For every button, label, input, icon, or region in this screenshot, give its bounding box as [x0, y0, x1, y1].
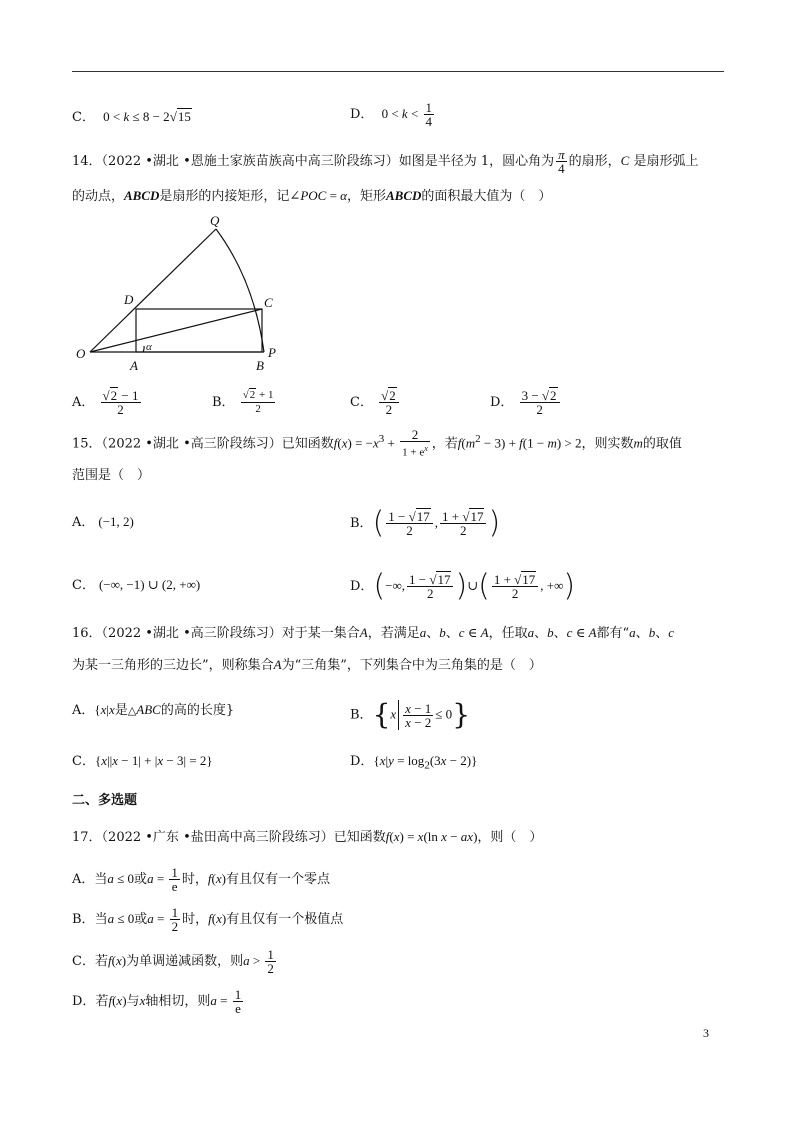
label-O: O — [76, 346, 86, 361]
q14-option-c: C． $\frac{√2}{2}$ — [350, 389, 401, 416]
q15-line1: 15．（2022 •湖北 •高三阶段练习）已知函数$f(x) = -x^3$ + $\frac{2}{1 + e^x}$ ，若$f(m^2 - 3) + f(1 - m) > 2$，则实数m的取值 — [72, 427, 682, 459]
q14-line1: 14．（2022 •湖北 •恩施土家族苗族高中高三阶段练习）如图是半径为 1，圆心角为 $\frac{\pi}{4}$ 的扇形，C 是扇形弧上 — [72, 147, 699, 176]
q16-option-d: D．$\{x|y = \log_2(3x - 2)\}$ — [350, 753, 478, 772]
question-source: （2022 •湖北 •恩施土家族苗族高中高三阶段练习） — [101, 154, 399, 169]
q17-line1: 17．（2022 •广东 •盐田高中高三阶段练习）已知函数f(x) = x(ln x − ax)，则（ ） — [72, 829, 543, 845]
q15-option-a: A． (−1, 2) — [72, 514, 134, 530]
label-C: C — [264, 295, 273, 310]
q14-option-d: D． $\frac{3 - √2}{2}$ — [490, 389, 562, 416]
question-number: 15． — [72, 436, 102, 452]
question-source: （2022 •广东 •盐田高中高三阶段练习） — [101, 830, 334, 845]
q15-line2: 范围是（ ） — [72, 468, 151, 483]
question-number: 16． — [72, 626, 102, 641]
q16-option-a: A．{x|x是△ABC的高的长度} — [72, 702, 235, 718]
q13-option-d: D． 0 < k < $\frac{1}{4}$ — [350, 100, 433, 129]
segment-OC — [90, 309, 262, 352]
q14-line2: 的动点，ABCD是扇形的内接矩形，记∠POC = α，矩形ABCD的面积最大值为（ ） — [72, 188, 552, 204]
angle-alpha-arc — [143, 346, 144, 352]
label-A: A — [130, 358, 138, 373]
q15-option-c: C． (−∞, −1) ∪ (2, +∞) — [72, 577, 201, 593]
q16-option-c: C．{x||x − 1| + |x − 3| = 2} — [72, 753, 213, 769]
label-Q: Q — [210, 213, 220, 228]
question-source: （2022 •湖北 •高三阶段练习） — [101, 626, 282, 641]
page-number: 3 — [703, 1026, 709, 1040]
q17-option-a: A．当a ≤ 0或a = $\frac{1}{e}$ 时，f(x)有且仅有一个零点 — [72, 865, 331, 894]
label-P: P — [268, 345, 276, 360]
label-D: D — [124, 292, 134, 307]
q14-option-b: B． $\frac{√2 + 1}{2}$ — [212, 389, 274, 415]
header-rule — [72, 71, 724, 72]
q17-option-c: C．若f(x)为单调递减函数，则a > $\frac{1}{2}$ — [72, 947, 274, 976]
radius-OQ — [90, 229, 216, 352]
q15-option-b: B．( $\frac{1 - √17}{2}$ , $\frac{1 + √17}{2}$ ) — [350, 505, 501, 541]
sector-figure — [70, 212, 300, 374]
q13-option-c: C． 0 < k ≤ 8 − 2√15 — [72, 109, 191, 125]
label-alpha: α — [146, 341, 152, 353]
question-number: 17． — [72, 830, 102, 845]
q16-option-b: B．{x $\frac{x - 1}{x - 2}$ ≤ 0} — [350, 698, 471, 731]
question-source: （2022 •湖北 •高三阶段练习） — [101, 436, 282, 452]
q14-option-a: A． $\frac{√2 - 1}{2}$ — [72, 388, 139, 417]
section-title: 二、多选题 — [72, 793, 138, 808]
q16-line2: 为某一三角形的三边长”，则称集合A为“三角集”，下列集合中为三角集的是（ ） — [72, 657, 542, 673]
q15-option-d: D．(−∞, $\frac{1 - √17}{2}$ )∪( $\frac{1 + √17}{2}$ , +∞) — [350, 568, 576, 604]
q16-line1: 16．（2022 •湖北 •高三阶段练习）对于某一集合A，若满足a、b、c ∈ A，任取a、b、c ∈ A都有“a、b、c — [72, 625, 674, 641]
q17-option-d: D．若f(x)与x轴相切，则a = $\frac{1}{e}$ — [72, 987, 242, 1016]
q17-option-b: B．当a ≤ 0或a = $\frac{1}{2}$ 时，f(x)有且仅有一个极值点 — [72, 905, 344, 934]
arc-QP — [216, 229, 264, 352]
question-number: 14． — [72, 154, 102, 169]
rectangle-ABCD — [136, 309, 262, 352]
label-B: B — [256, 358, 264, 373]
